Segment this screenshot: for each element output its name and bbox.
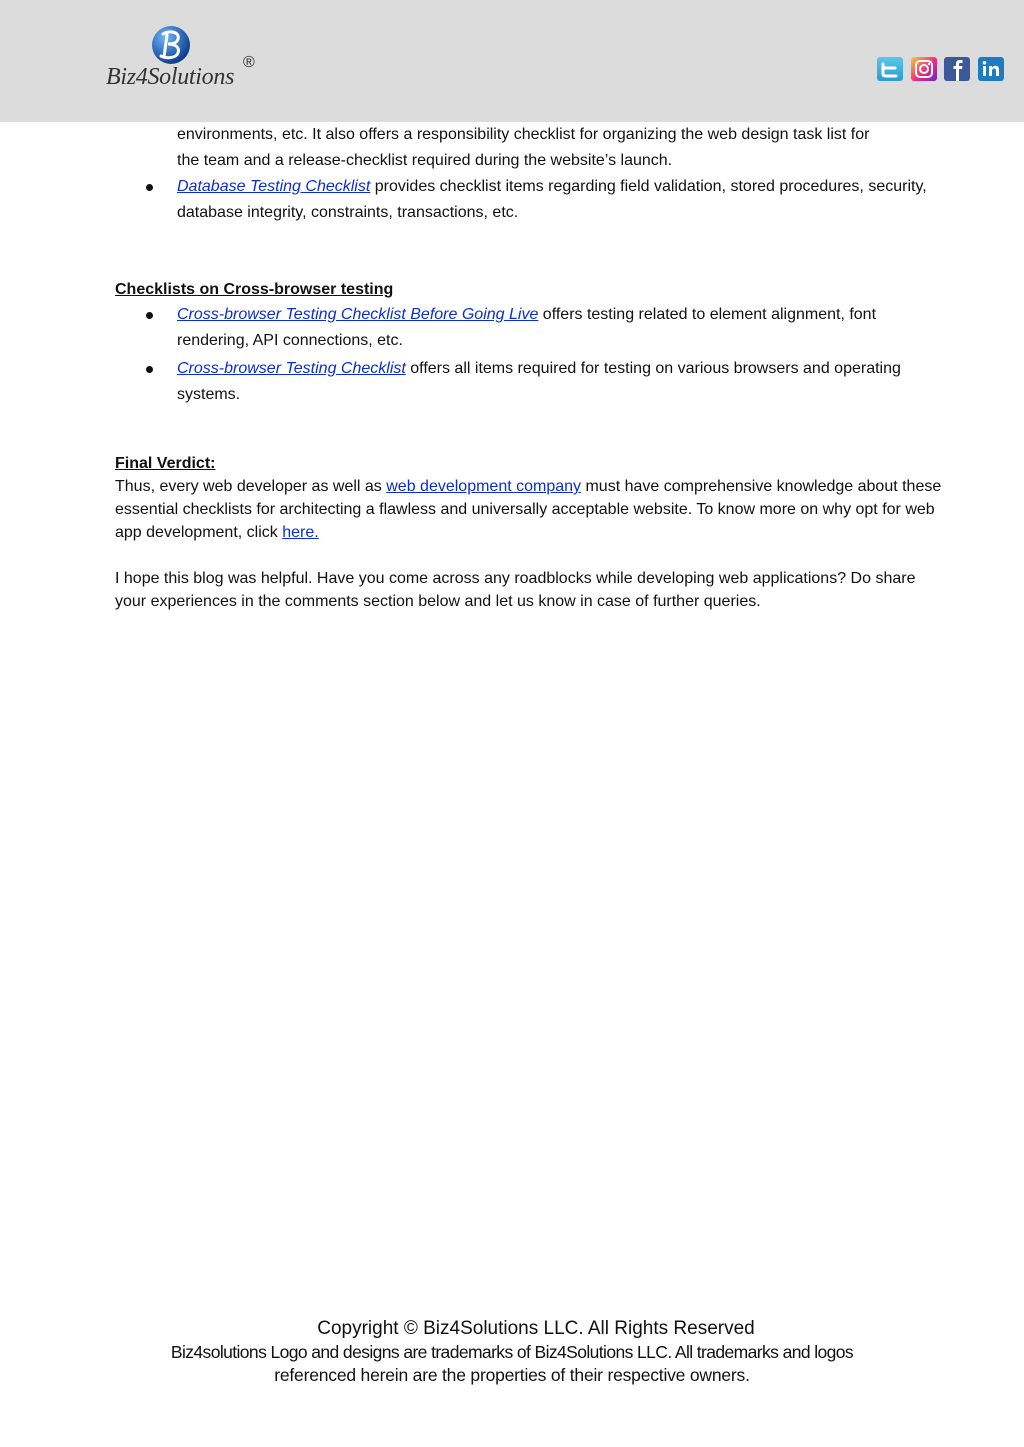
page-footer xyxy=(0,1317,1024,1387)
list-item-database xyxy=(115,174,945,226)
bullet-icon xyxy=(146,184,153,191)
twitter-icon[interactable] xyxy=(877,57,903,81)
bullet-icon xyxy=(146,312,153,319)
logo-mark-icon xyxy=(150,24,192,66)
page-header xyxy=(0,0,1024,122)
trademark-line: Biz4solutions Logo and designs are trademarks of Biz4Solutions LLC. All trademarks and logos xyxy=(170,1342,854,1362)
copyright-line: Copyright © Biz4Solutions LLC. All Rights Reserved xyxy=(317,1318,755,1339)
list-item-cross-browser-live xyxy=(115,302,945,354)
bullet-icon xyxy=(146,366,153,373)
instagram-icon[interactable] xyxy=(911,57,937,81)
list-item-text: offers testing related to element alignment, font rendering, API connections, etc. xyxy=(177,306,877,349)
continued-paragraph xyxy=(115,122,945,174)
section-heading-cross-browser: Checklists on Cross-browser testing xyxy=(115,281,394,298)
biz4solutions-logo[interactable] xyxy=(104,24,264,94)
facebook-icon[interactable] xyxy=(944,57,970,81)
logo-text: Biz4Solutions xyxy=(106,64,235,90)
linkedin-icon[interactable] xyxy=(978,57,1004,81)
registered-mark: ® xyxy=(243,54,255,71)
continued-line-1: environments, etc. It also offers a responsibility checklist for organizing the web design task list for xyxy=(177,126,870,143)
section-heading-final-verdict: Final Verdict: xyxy=(115,455,216,472)
article-body xyxy=(115,122,945,613)
web-development-company-link[interactable]: web development company xyxy=(386,478,582,495)
ownership-line: referenced herein are the properties of their respective owners. xyxy=(274,1365,750,1385)
list-item-text: provides checklist items regarding field validation, stored procedures, security, database integrity, constraints, transactions, etc. xyxy=(177,178,927,221)
continued-line-2: the team and a release-checklist required during the website’s launch. xyxy=(177,152,673,169)
database-testing-checklist-link[interactable]: Database Testing Checklist xyxy=(177,178,371,195)
cross-browser-before-live-link[interactable]: Cross-browser Testing Checklist Before Going Live xyxy=(177,306,539,323)
verdict-paragraph: Thus, every web developer as well as web development company must have comprehensive knowledge about these essential checklists for architecting a flawless and universally acceptable website. To know more on why opt for web app development, click here. xyxy=(115,478,942,541)
closing-paragraph: I hope this blog was helpful. Have you come across any roadblocks while developing web applications? Do share your experiences in the comments section below and let us know in case of further queries. xyxy=(115,570,916,610)
cross-browser-checklist-link[interactable]: Cross-browser Testing Checklist xyxy=(177,360,406,377)
list-item-text: offers all items required for testing on various browsers and operating systems. xyxy=(177,360,901,403)
here-link[interactable]: here. xyxy=(282,524,319,541)
list-item-cross-browser xyxy=(115,356,945,408)
